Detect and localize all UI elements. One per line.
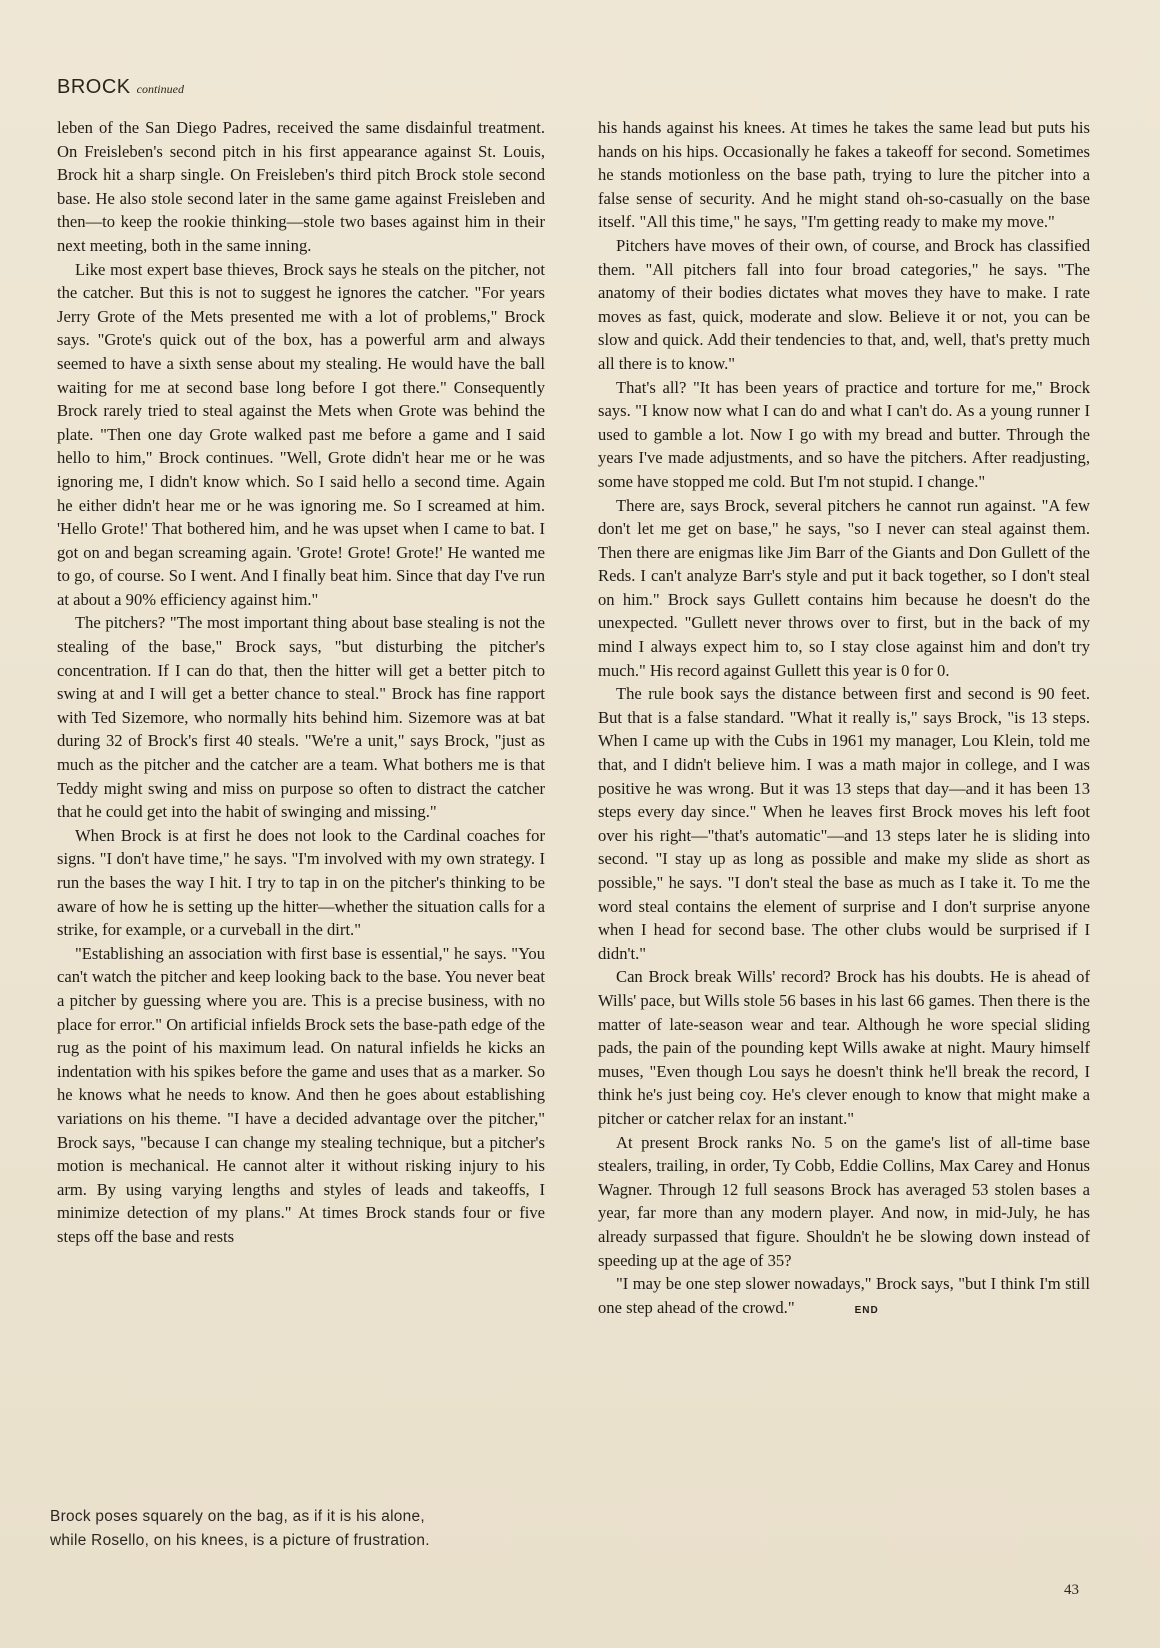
paragraph: That's all? "It has been years of practice and torture for me," Brock says. "I know now what I can do and what I can't do. As a young runner I used to gamble a lot. Now I go with my bread and butter. Through the years I've made adjustments, and so have the pitchers. After readjusting, some have stopped me cold. But I'm not stupid. I change.": [598, 377, 1090, 491]
right-column: [598, 116, 1090, 1576]
caption-line: while Rosello, on his knees, is a picture of frustration.: [50, 1532, 430, 1549]
paragraph: The rule book says the distance between first and second is 90 feet. But that is a false standard. "What it really is," says Brock, "is 13 steps. When I came up with the Cubs in 1961 my manager, Lou Klein, told me that, and I didn't believe him. I was a math major in college, and I was positive he was wrong. But it was 13 steps that day—and it has been 13 steps every day since." When he leaves first Brock moves his left foot over his right—"that's automatic"—and 13 steps later he is sliding into second. "I stay up as long as possible and make my slide as short as possible," he says. "I don't steal the base as much as I take it. To me the word steal contains the element of surprise and I don't surprise anyone when I head for second base. The other clubs would be surprised if I didn't.": [598, 684, 1090, 963]
page-number: 43: [1064, 1582, 1079, 1598]
paragraph: When Brock is at first he does not look to the Cardinal coaches for signs. "I don't have time," he says. "I'm involved with my own strategy. I run the bases the way I hit. I try to tap in on the pitcher's thinking to be aware of how he is setting up the hitter—whether the situation calls for a strike, for example, or a curveball in the dirt.": [57, 825, 545, 940]
paragraph: Pitchers have moves of their own, of course, and Brock has classified them. "All pitchers fall into four broad categories," he says. "The anatomy of their bodies dictates what moves they have to make. I rate moves as fast, quick, moderate and slow. Believe it or not, you can be slow and quick. Add their tendencies to that, and, well, that's pretty much all there is to know.": [598, 235, 1090, 373]
end-mark: END: [854, 1304, 879, 1316]
paragraph: "Establishing an association with first base is essential," he says. "You can't watch the pitcher and keep looking back to the base. You never beat a pitcher by guessing where you are. This is a precise business, with no place for error." On artificial infields Brock sets the base-path edge of the rug as the point of his maximum lead. On natural infields he kicks an indentation with his spikes before the game and uses that as a marker. So he knows what he needs to know. And then he goes about establishing variations on his theme. "I have a decided advantage over the pitcher," Brock says, "because I can change my stealing technique, but a pitcher's motion is mechanical. He cannot alter it without risking injury to his arm. By using varying lengths and styles of leads and takeoffs, I minimize detection of my plans." At times Brock stands four or five steps off the base and rests: [57, 943, 545, 1246]
header-continued: continued: [136, 82, 184, 96]
left-column: [57, 116, 545, 1456]
header-title: BROCK: [57, 76, 131, 98]
paragraph: The pitchers? "The most important thing about base stealing is not the stealing of the base," Brock says, "but disturbing the pitcher's concentration. If I can do that, then the hitter will get a better pitch to swing at and I will get a better chance to steal." Brock has fine rapport with Ted Sizemore, who normally hits behind him. Sizemore was at bat during 32 of Brock's first 40 steals. "We're a unit," says Brock, "just as much as the pitcher and the catcher are a team. What bothers me is that Teddy might swing and miss on purpose so often to distract the catcher that he could get into the habit of swinging and missing.": [57, 613, 545, 822]
paragraph: leben of the San Diego Padres, received the same disdainful treatment. On Freisleben's second pitch in his first appearance against St. Louis, Brock hit a sharp single. On Freisleben's third pitch Brock stole second base. He also stole second later in the same game against Freisleben and then—to keep the rookie thinking—stole two bases against him in their next meeting, both in the same inning.: [57, 118, 545, 255]
paragraph: At present Brock ranks No. 5 on the game's list of all-time base stealers, trailing, in order, Ty Cobb, Eddie Collins, Max Carey and Honus Wagner. Through 12 full seasons Brock has averaged 53 stolen bases a year, far more than any modern player. And now, in mid-July, he has already surpassed that figure. Shouldn't he be slowing down instead of speeding up at the age of 35?: [598, 1132, 1090, 1270]
final-paragraph-text: "I may be one step slower nowadays," Brock says, "but I think I'm still one step ahead of the crowd.": [598, 1274, 1090, 1317]
photo-caption: [50, 1505, 550, 1553]
paragraph: Can Brock break Wills' record? Brock has his doubts. He is ahead of Wills' pace, but Wills stole 56 bases in his last 66 games. Then there is the matter of late-season wear and tear. Although he wore special sliding pads, the pain of the pounding kept Wills awake at night. Maury himself muses, "Even though Lou says he doesn't think he'll break the record, I think he's just being coy. He's clever enough to know that might make a pitcher or catcher relax for an instant.": [598, 967, 1090, 1128]
paragraph: Like most expert base thieves, Brock says he steals on the pitcher, not the catcher. But this is not to suggest he ignores the catcher. "For years Jerry Grote of the Mets presented me with a lot of problems," Brock says. "Grote's quick out of the box, has a powerful arm and always seemed to have a sixth sense about my stealing. He would have the ball waiting for me at second base long before I got there." Consequently Brock rarely tried to steal against the Mets when Grote was behind the plate. "Then one day Grote walked past me before a game and I said hello to him," Brock continues. "Well, Grote didn't hear me or he was ignoring me, I didn't know which. So I said hello a second time. Again he either didn't hear me or he was ignoring me. So I screamed at him. 'Hello Grote!' That bothered him, and he was upset when I came to bat. I got on and began screaming again. 'Grote! Grote! Grote!' He wanted me to go, of course. So I went. And I finally beat him. Since that day I've run at about a 90% efficiency against him.": [57, 259, 545, 609]
paragraph-final: [598, 1272, 1090, 1322]
paragraph: There are, says Brock, several pitchers he cannot run against. "A few don't let me get on base," he says, "so I never can steal against them. Then there are enigmas like Jim Barr of the Giants and Don Gullett of the Reds. I can't analyze Barr's style and put it back together, so I don't steal on him." Brock says Gullett contains him because he doesn't do the unexpected. "Gullett never throws over to first, but in the back of my mind I always expect him to, so I stay close against him and don't try much." His record against Gullett this year is 0 for 0.: [598, 495, 1090, 680]
article-header: [57, 76, 184, 99]
paragraph: his hands against his knees. At times he takes the same lead but puts his hands on his hips. Occasionally he fakes a takeoff for second. Sometimes he stands motionless on the base path, trying to lure the pitcher into a false sense of security. And he might stand oh-so-casually on the base itself. "All this time," he says, "I'm getting ready to make my move.": [598, 118, 1090, 232]
caption-line: Brock poses squarely on the bag, as if it is his alone,: [50, 1508, 425, 1525]
